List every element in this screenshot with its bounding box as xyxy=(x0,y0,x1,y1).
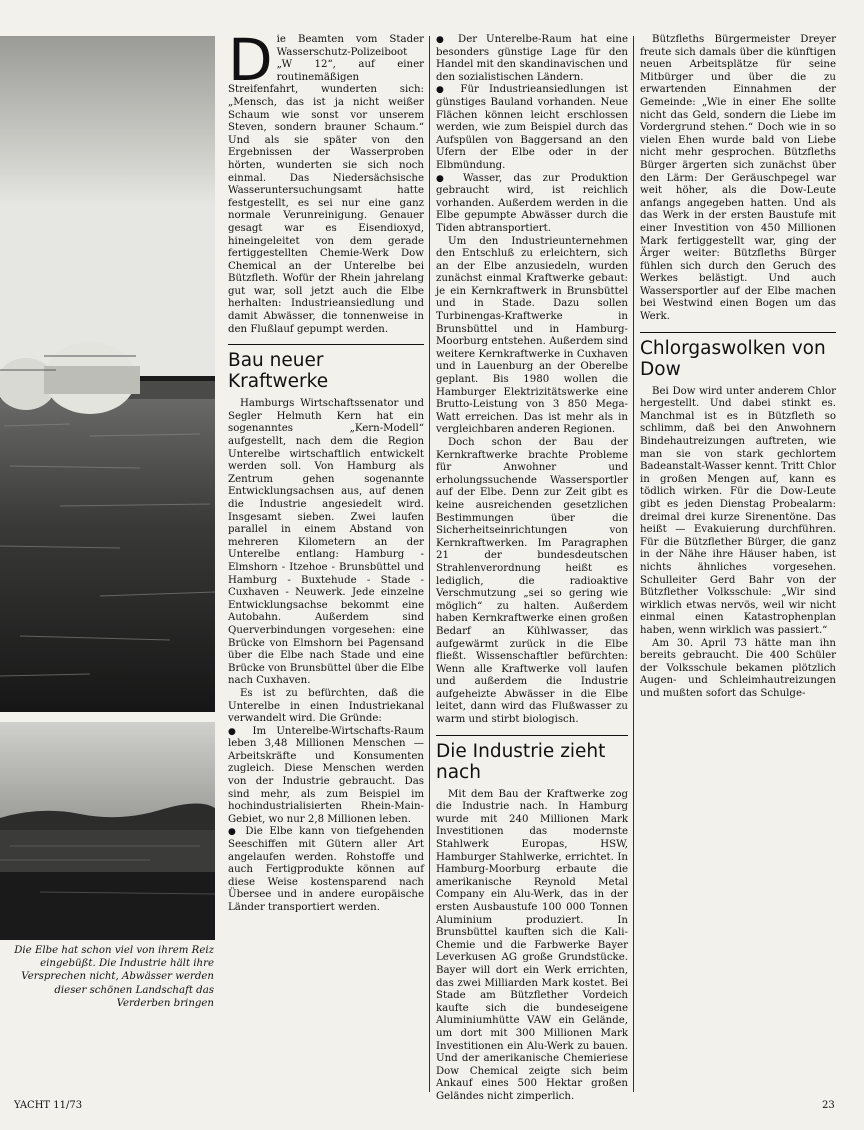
article-column-2 xyxy=(436,34,628,1102)
article-paragraph: Bützfleths Bürgermeister Dreyer freute sich damals über die künftigen neuen Arbeitsplätze für seine Mitbürger und über die zu erwartenden Einnahmen der Gemeinde: „Wie in einer Ehe sollte nicht das Geld, sondern die Liebe im Vordergrund stehen.“ Doch wie in so vielen Ehen wurde bald von Liebe nicht mehr gesprochen. Bützfleths Bürger ärgerten sich zunächst über den Lärm: Der Geräuschpegel war weit höher, als die Dow-Leute anfangs angegeben hatten. Und als das Werk in der ersten Baustufe mit einer Investition von 450 Millionen Mark fertiggestellt war, ging der Ärger weiter: Bützfleths Bürger fühlen sich durch den Geruch des Werkes belästigt. Und auch Wassersportler auf der Elbe machen bei Westwind einen Bogen um das Werk. xyxy=(640,34,836,323)
article-paragraph: Bei Dow wird unter anderem Chlor hergestellt. Und dabei stinkt es. Manchmal ist es in Bützfleth so schlimm, daß bei den Anwohnern Bindehautreizungen auftreten, wie man sie von stark gechlortem Badeanstalt-Wasser kennt. Tritt Chlor in großen Mengen auf, kann es tödlich wirken. Für die Dow-Leute gibt es jeden Dienstag Probealarm: dreimal drei kurze Sirenentöne. Das heißt — Evakuierung durchführen. Für die Bützflether Bürger, die ganz in der Nähe ihre Häuser haben, ist nichts ähnliches vorgesehen. Schulleiter Gerd Bahr von der Bützflether Volksschule: „Wir sind wirklich etwas nervös, weil wir nicht einmal einen Katastrophenplan haben, wenn wirklich was passiert.“ xyxy=(640,385,836,636)
article-paragraph: Hamburgs Wirtschaftssenator und Segler Helmuth Kern hat ein sogenanntes „Kern-Modell“ aufgestellt, nach dem die Region Unterelbe wirtschaftlich entwickelt werden soll. Von Hamburg als Zentrum gehen sogenannte Entwicklungsachsen aus, auf denen die Industrie angesiedelt wird. Insgesamt sieben. Zwei laufen parallel in einem Abstand von mehreren Kilometern an der Unterelbe entlang: Hamburg - Elmshorn - Itzehoe - Brunsbüttel und Hamburg - Buxtehude - Stade - Cuxhaven - Neuwerk. Jede einzelne Entwicklungsachse bekommt eine Autobahn. Außerdem sind Querverbindungen vorgesehen: eine Brücke von Elmshorn bei Pagensand über die Elbe nach Stade und eine Brücke von Brunsbüttel über die Elbe nach Cuxhaven. xyxy=(228,398,424,687)
magazine-issue: YACHT 11/73 xyxy=(14,1100,83,1111)
article-paragraph: Doch schon der Bau der Kernkraftwerke brachte Probleme für Anwohner und erholungssuchende Wassersportler auf der Elbe. Denn zur Zeit gibt es keine ausreichenden gesetzlichen Bestimmungen über die Sicherheitseinrichtungen von Kernkraftwerken. Im Paragraphen 21 der bundesdeutschen Strahlenverordnung heißt es lediglich, die radioaktive Verschmutzung „sei so gering wie möglich“ zu halten. Außerdem haben Kernkraftwerke einen großen Bedarf an Kühlwasser, das aufgewärmt zurück in die Elbe fließt. Wissenschaftler befürchten: Wenn alle Kraftwerke voll laufen und außerdem die Industrie aufgeheizte Abwässer in die Elbe leitet, dann wird das Flußwasser zu warm und stirbt biologisch. xyxy=(436,437,628,726)
article-paragraph: Mit dem Bau der Kraftwerke zog die Industrie nach. In Hamburg wurde mit 240 Millionen Mark Investitionen das modernste Stahlwerk Europas, HSW, Hamburger Stahlwerke, errichtet. In Hamburg-Moorburg erbaute die amerikanische Reynold Metal Company ein Alu-Werk, das in der ersten Ausbaustufe 100 000 Tonnen Aluminium produziert. In Brunsbüttel kauften sich die Kali-Chemie und die Farbwerke Bayer Leverkusen AG große Grundstücke. Bayer will dort ein Werk errichten, das zwei Milliarden Mark kostet. Bei Stade am Bützflether Vordeich kaufte sich die bundeseigene Aluminiumhütte VAW ein Gelände, um dort mit 300 Millionen Mark Investitionen ein Alu-Werk zu bauen. Und der amerikanische Chemieriese Dow Chemical zeigte sich beim Ankauf eines 500 Hektar großen Geländes nicht zimperlich. xyxy=(436,788,628,1102)
article-paragraph: Am 30. April 73 hätte man ihn bereits gebraucht. Die 400 Schüler der Volksschule bekamen plötzlich Augen- und Schleimhautreizungen und mußten sofort das Schulge- xyxy=(640,637,836,699)
section-heading: Chlorgaswolken von Dow xyxy=(640,332,836,380)
elbe-landscape-photo xyxy=(0,722,215,940)
intro-paragraph: Die Beamten vom Stader Wasserschutz-Polizeiboot „W 12“, auf einer routinemäßigen Streifenfahrt, wunderten sich: „Mensch, das ist ja nicht weißer Schaum wie sonst vor unserem Steven, sondern brauner Schaum.“ Und als sie später von den Ergebnissen der Wasserproben hörten, wunderten sie sich noch einmal. Das Niedersächsische Wasseruntersuchungsamt hatte festgestellt, es sei nur eine ganz normale Verunreinigung. Genauer gesagt war es Eisendioxyd, hineingeleitet von dem gerade fertiggestellten Chemie-Werk Dow Chemical an der Unterelbe bei Bützfleth. Wofür der Rhein jahrelang gut war, soll jetzt auch die Elbe herhalten: Industrieansiedlung und damit Abwässer, die tonnenweise in den Flußlauf gepumpt werden. xyxy=(228,26,424,335)
column-divider xyxy=(429,36,430,1092)
article-column-1 xyxy=(228,26,425,1094)
bullet-item: ● Wasser, das zur Produktion gebraucht wird, ist reichlich vorhanden. Außerdem werden in die Elbe gepumpte Abwässer durch die Tiden abtransportiert. xyxy=(436,173,628,236)
article-column-3 xyxy=(640,34,836,1094)
bullet-item: ● Für Industrieansiedlungen ist günstiges Bauland vorhanden. Neue Flächen können leicht erschlossen werden, wie zum Beispiel durch das Aufspülen von Baggersand an den Ufern der Elbe oder in der Elbmündung. xyxy=(436,84,628,172)
article-paragraph: Um den Industrieunternehmen den Entschluß zu erleichtern, sich an der Elbe anzusiedeln, wurden zunächst einmal Kraftwerke gebaut: je ein Kernkraftwerk in Brunsbüttel und in Stade. Dazu sollen Turbinengas-Kraftwerke in Brunsbüttel und in Hamburg-Moorburg entstehen. Außerdem sind weitere Kernkraftwerke in Cuxhaven und in Lauenburg an der Oberelbe geplant. Bis 1980 wollen die Hamburger Elektrizitätswerke eine Brutto-Leistung von 3 850 Mega-Watt erreichen. Das ist mehr als in vergleichbaren anderen Regionen. xyxy=(436,235,628,436)
bullet-item: ● Im Unterelbe-Wirtschafts-Raum leben 3,48 Millionen Menschen — Arbeitskräfte und Konsumenten zugleich. Diese Menschen werden von der Industrie gebraucht. Das sind mehr, als zum Beispiel im hochindustrialisierten Rhein-Main-Gebiet, wo nur 2,8 Millionen leben. xyxy=(228,726,424,827)
page-number: 23 xyxy=(822,1100,835,1111)
elbe-industry-photo xyxy=(0,36,215,712)
column-divider xyxy=(633,36,634,1092)
section-heading: Bau neuer Kraftwerke xyxy=(228,344,424,392)
drop-cap: D xyxy=(228,26,273,94)
bullet-item: ● Der Unterelbe-Raum hat eine besonders günstige Lage für den Handel mit den skandinavischen und den sozialistischen Ländern. xyxy=(436,34,628,84)
photo-caption: Die Elbe hat schon viel von ihrem Reiz eingebüßt. Die Industrie hält ihre Versprechen nicht, Abwässer werden dieser schönen Landschaft das Verderben bringen xyxy=(14,945,214,1009)
section-heading: Die Industrie zieht nach xyxy=(436,735,628,783)
article-paragraph: Es ist zu befürchten, daß die Unterelbe in einen Industriekanal verwandelt wird. Die Gründe: xyxy=(228,687,424,725)
bullet-item: ● Die Elbe kann von tiefgehenden Seeschiffen mit Gütern aller Art angelaufen werden. Rohstoffe und auch Fertigprodukte können auf diese Weise kostensparend nach Übersee und in andere europäische Länder transportiert werden. xyxy=(228,826,424,914)
